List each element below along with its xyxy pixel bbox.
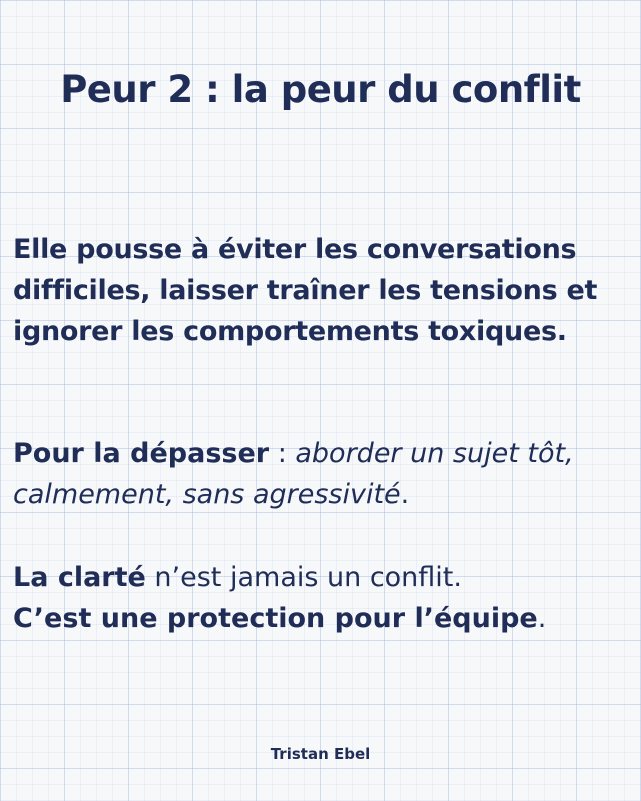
solution-lead: Pour la dépasser [13,438,270,469]
solution-period: . [400,479,410,510]
clarity-period: . [537,603,547,634]
clarity-paragraph [13,557,633,639]
clarity-conclusion: C’est une protection pour l’équipe [13,603,538,634]
solution-separator: : [269,438,296,469]
solution-paragraph [13,433,633,515]
clarity-text: n’est jamais un conflit. [145,562,462,593]
page-title: Peur 2 : la peur du conflit [60,68,581,111]
clarity-lead: La clarté [13,562,146,593]
author-name: Tristan Ebel [270,745,371,763]
intro-paragraph: Elle pousse à éviter les conversations difficiles, laisser traîner les tensions et ignorer les comportements toxiques. [13,234,598,347]
solution-text: aborder un sujet tôt, calmement, sans agressivité [13,438,574,510]
